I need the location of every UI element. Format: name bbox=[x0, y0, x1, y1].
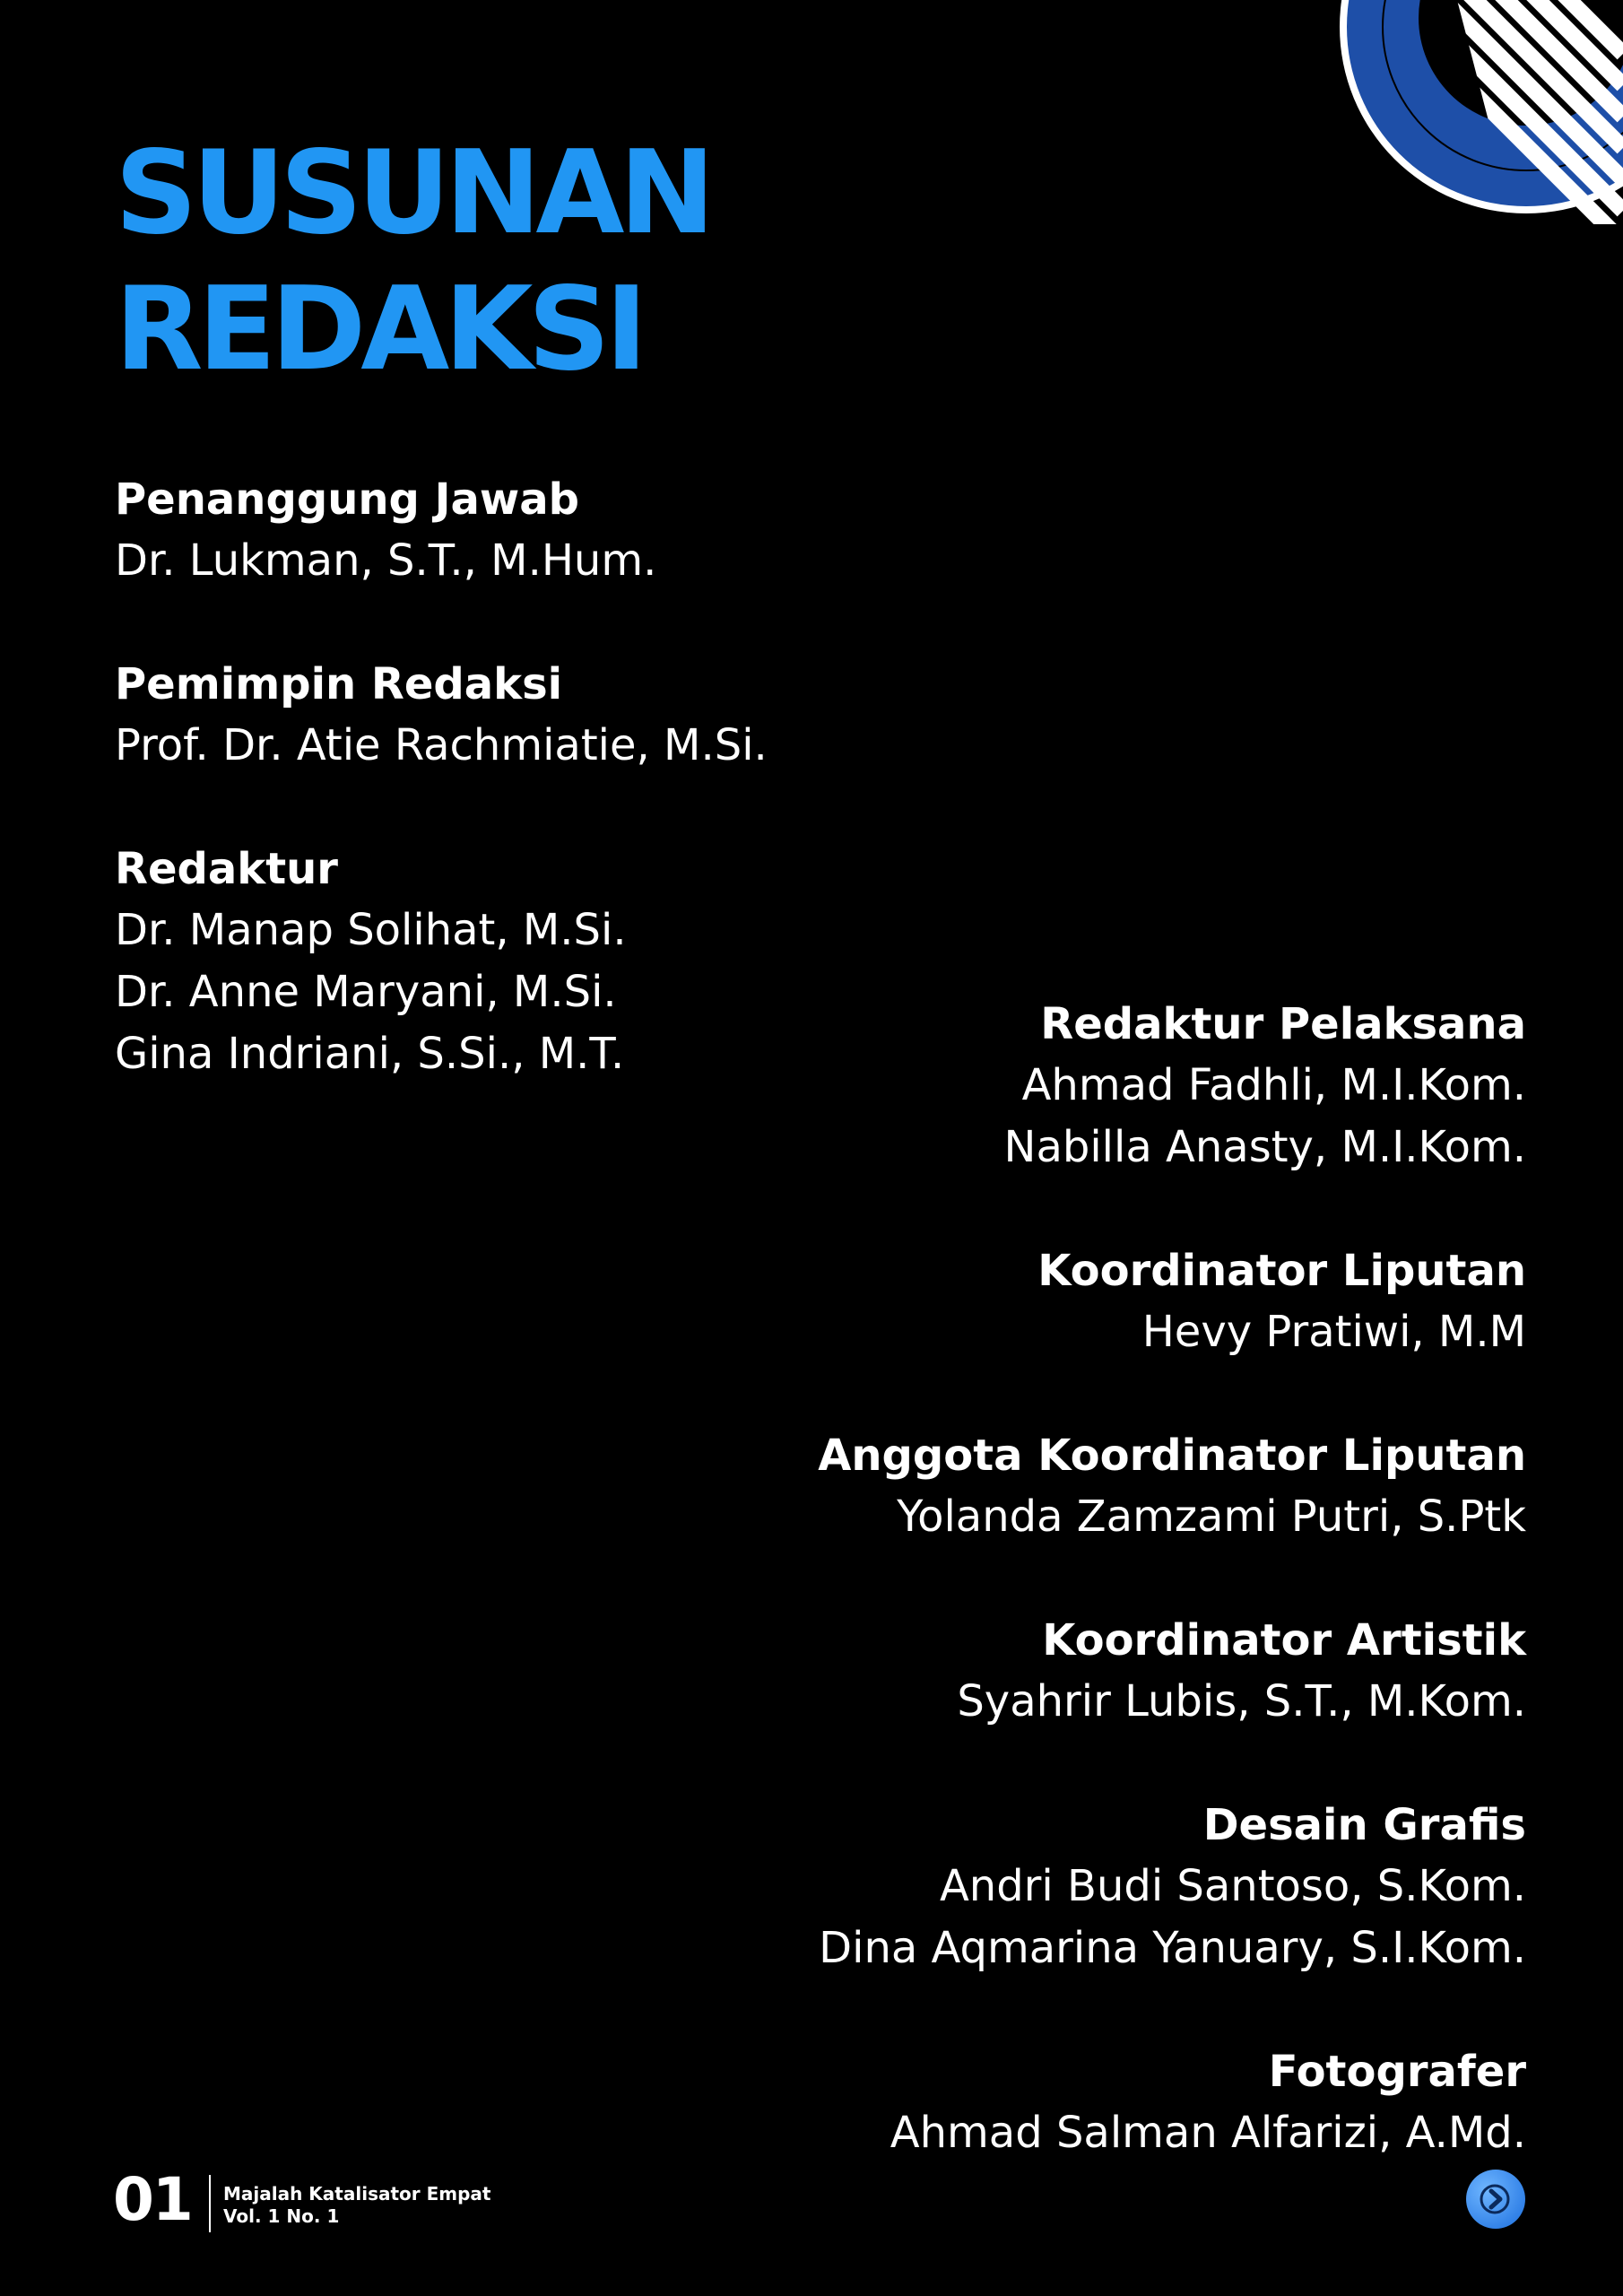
person-name: Syahrir Lubis, S.T., M.Kom. bbox=[957, 1676, 1526, 1726]
role-label: Desain Grafis bbox=[1202, 1800, 1526, 1850]
person-name: Yolanda Zamzami Putri, S.Ptk bbox=[897, 1492, 1526, 1542]
section-redaktur bbox=[115, 839, 768, 1085]
person-name: Dr. Manap Solihat, M.Si. bbox=[115, 905, 627, 955]
section-penanggung-jawab bbox=[115, 469, 768, 592]
page-number: 01 bbox=[113, 2165, 192, 2234]
role-label: Redaktur Pelaksana bbox=[1040, 999, 1526, 1049]
section-fotografer bbox=[818, 2041, 1526, 2164]
footer-publication-info bbox=[223, 2183, 490, 2228]
section-pemimpin-redaksi bbox=[115, 654, 768, 777]
footer-divider bbox=[209, 2175, 211, 2232]
page-title-line-2: REDAKSI bbox=[115, 263, 643, 396]
next-page-button[interactable] bbox=[1465, 2169, 1526, 2230]
person-name: Ahmad Salman Alfarizi, A.Md. bbox=[890, 2108, 1526, 2158]
person-name: Nabilla Anasty, M.I.Kom. bbox=[1003, 1122, 1526, 1172]
page-title-line-1: SUSUNAN bbox=[115, 126, 710, 260]
right-column bbox=[818, 994, 1526, 2226]
person-name: Dr. Anne Maryani, M.Si. bbox=[115, 967, 617, 1017]
section-redaktur-pelaksana bbox=[818, 994, 1526, 1178]
person-name: Prof. Dr. Atie Rachmiatie, M.Si. bbox=[115, 720, 768, 770]
section-koordinator-liputan bbox=[818, 1240, 1526, 1363]
role-label: Redaktur bbox=[115, 844, 338, 894]
section-desain-grafis bbox=[818, 1795, 1526, 1979]
decorative-ring-graphic bbox=[1291, 0, 1623, 224]
role-label: Pemimpin Redaksi bbox=[115, 659, 563, 709]
magazine-name: Majalah Katalisator Empat bbox=[223, 2183, 491, 2205]
role-label: Fotografer bbox=[1268, 2047, 1526, 2097]
person-name: Dina Aqmarina Yanuary, S.I.Kom. bbox=[819, 1923, 1526, 1973]
role-label: Anggota Koordinator Liputan bbox=[818, 1431, 1526, 1481]
person-name: Ahmad Fadhli, M.I.Kom. bbox=[1021, 1060, 1526, 1110]
magazine-volume: Vol. 1 No. 1 bbox=[223, 2205, 340, 2227]
person-name: Andri Budi Santoso, S.Kom. bbox=[939, 1861, 1526, 1911]
role-label: Koordinator Artistik bbox=[1042, 1615, 1526, 1665]
section-koordinator-artistik bbox=[818, 1610, 1526, 1733]
person-name: Dr. Lukman, S.T., M.Hum. bbox=[115, 535, 657, 586]
person-name: Hevy Pratiwi, M.M bbox=[1141, 1307, 1526, 1357]
role-label: Koordinator Liputan bbox=[1037, 1246, 1526, 1296]
person-name: Gina Indriani, S.Si., M.T. bbox=[115, 1029, 625, 1079]
page-title bbox=[115, 126, 710, 398]
section-anggota-koordinator-liputan bbox=[818, 1425, 1526, 1548]
role-label: Penanggung Jawab bbox=[115, 474, 579, 525]
left-column bbox=[115, 469, 768, 1147]
